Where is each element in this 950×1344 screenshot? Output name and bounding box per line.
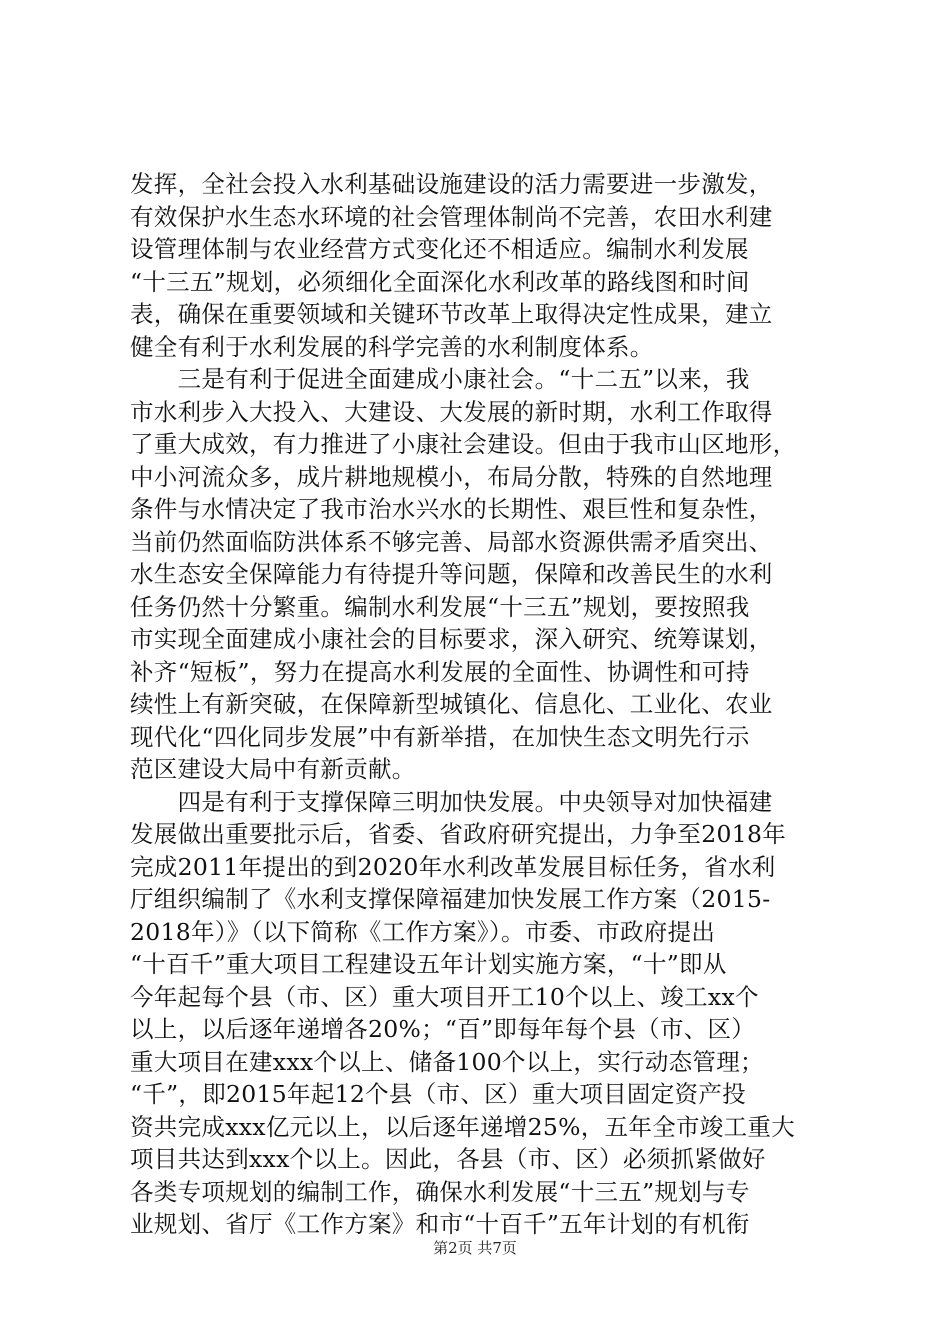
text-line: 续性上有新突破，在保障新型城镇化、信息化、工业化、农业 (130, 690, 773, 718)
text-line: 以上，以后逐年递增各20%；“百”即每年每个县（市、区） (130, 1015, 756, 1043)
text-line: 有效保护水生态水环境的社会管理体制尚不完善，农田水利建 (130, 202, 773, 231)
document-body (130, 168, 835, 1241)
text-line: 现代化“四化同步发展”中有新举措，在加快生态文明先行示 (130, 722, 750, 751)
text-line: 表，确保在重要领域和关键环节改革上取得决定性成果，建立 (130, 300, 773, 328)
text-line: “十三五”规划，必须细化全面深化水利改革的路线图和时间 (130, 267, 750, 296)
text-line: 发展做出重要批示后，省委、省政府研究提出，力争至2018年 (130, 820, 787, 848)
text-line: 业规划、省厅《工作方案》和市“十百千”五年计划的有机衔 (130, 1210, 750, 1238)
text-line: 资共完成xxx亿元以上，以后逐年递增25%，五年全市竣工重大 (130, 1112, 795, 1141)
text-line: 各类专项规划的编制工作，确保水利发展“十三五”规划与专 (130, 1177, 750, 1206)
text-line: “十百千”重大项目工程建设五年计划实施方案，“十”即从 (130, 950, 727, 978)
text-line: 厅组织编制了《水利支撑保障福建加快发展工作方案（2015- (130, 885, 771, 913)
text-line: 项目共达到xxx个以上。因此，各县（市、区）必须抓紧做好 (130, 1145, 766, 1173)
page-footer: 第2页 共7页 (433, 1239, 517, 1257)
text-line: 市实现全面建成小康社会的目标要求，深入研究、统筹谋划， (130, 625, 773, 653)
text-line: 重大项目在建xxx个以上、储备100个以上，实行动态管理； (130, 1047, 764, 1076)
text-line: 条件与水情决定了我市治水兴水的长期性、艰巨性和复杂性， (130, 495, 773, 523)
text-line: 设管理体制与农业经营方式变化还不相适应。编制水利发展 (130, 235, 749, 263)
text-line: 范区建设大局中有新贡献。 (130, 755, 416, 783)
text-line: 补齐“短板”，努力在提高水利发展的全面性、协调性和可持 (130, 657, 750, 686)
text-line: 今年起每个县（市、区）重大项目开工10个以上、竣工xx个 (130, 982, 759, 1011)
text-line: 四是有利于支撑保障三明加快发展。中央领导对加快福建 (130, 787, 773, 816)
text-line: 当前仍然面临防洪体系不够完善、局部水资源供需矛盾突出、 (130, 527, 773, 556)
text-line: “千”，即2015年起12个县（市、区）重大项目固定资产投 (130, 1080, 746, 1108)
text-line: 中小河流众多，成片耕地规模小，布局分散，特殊的自然地理 (130, 462, 773, 491)
text-line: 三是有利于促进全面建成小康社会。“十二五”以来，我 (130, 365, 750, 393)
text-line: 水生态安全保障能力有待提升等问题，保障和改善民生的水利 (130, 560, 773, 588)
text-line: 2018年）》（以下简称《工作方案》）。市委、市政府提出 (130, 917, 716, 946)
text-line: 任务仍然十分繁重。编制水利发展“十三五”规划，要按照我 (130, 592, 750, 621)
text-line: 完成2011年提出的到2020年水利改革发展目标任务，省水利 (130, 852, 776, 881)
text-line: 发挥，全社会投入水利基础设施建设的活力需要进一步激发， (130, 170, 773, 198)
text-line: 了重大成效，有力推进了小康社会建设。但由于我市山区地形， (130, 430, 797, 458)
text-line: 市水利步入大投入、大建设、大发展的新时期，水利工作取得 (130, 397, 773, 426)
text-line: 健全有利于水利发展的科学完善的水利制度体系。 (130, 332, 654, 361)
